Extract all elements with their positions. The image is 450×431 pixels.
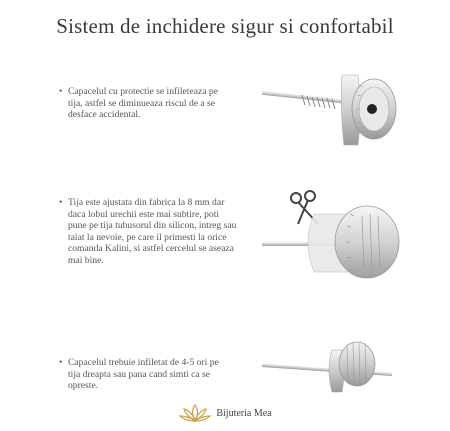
bullet-dot: •: [59, 357, 63, 368]
section-2-label: Tija este ajustata din fabrica la 8 mm dar daca lobul urechii este mai subtire, poti pune pe tija tubusorul din silicon, intreg sau taiat la nevoie, pe care il primesti la orice comanda Kalini, si astfel cercelul se aseaza mai bine.: [68, 197, 237, 266]
brand-name: Bijuteria Mea: [216, 407, 272, 419]
scissors-icon: [262, 186, 432, 291]
section-1-label: Capacelul cu protectie se infileteaza pe tija, astfel se diminueaza riscul de a se desface accidental.: [68, 86, 218, 120]
section-1-text: [59, 86, 231, 121]
section-3-text: [59, 357, 231, 392]
brand-logo: [0, 398, 450, 428]
earring-back-icon: [262, 330, 412, 405]
section-3-label: Capacelul trebuie infiletat de 4-5 ori pe tija dreapta sau pana cand simti ca se opreste.: [68, 357, 219, 391]
lotus-logo-icon: [178, 402, 212, 424]
bullet-dot: •: [59, 197, 63, 208]
page-title: Sistem de inchidere sigur si confortabil: [56, 14, 394, 38]
earring-back-screw-icon: [262, 65, 412, 150]
bullet-dot: •: [59, 86, 63, 97]
section-2-text: [59, 197, 239, 266]
